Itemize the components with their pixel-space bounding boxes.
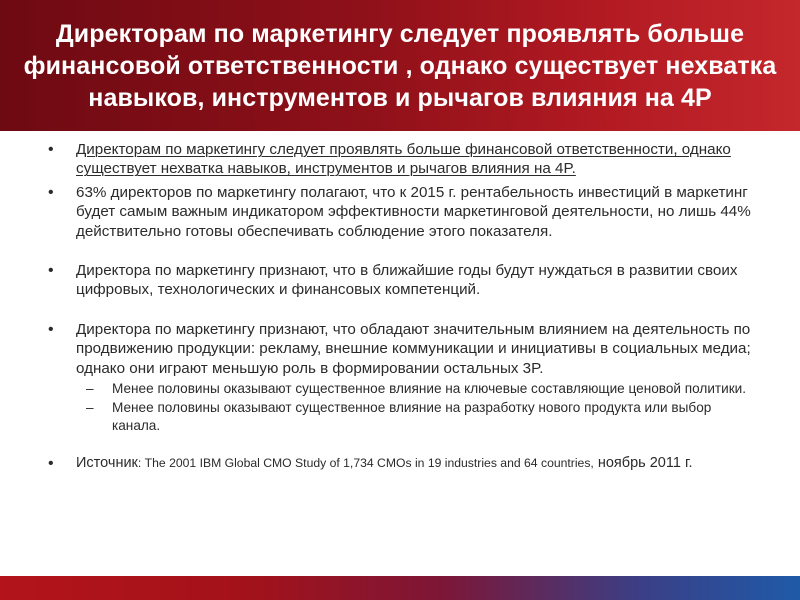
footer-bar	[0, 576, 800, 600]
sub-bullet-item	[46, 380, 762, 397]
sub-bullet-item	[46, 399, 762, 434]
bullet-text: Директора по маркетингу признают, что в ближайшие годы будут нуждаться в развитии своих цифровых, технологических и финансовых компетенций.	[76, 262, 738, 299]
sub-bullet-text: Менее половины оказывают существенное влияние на разработку нового продукта или выбор канала.	[112, 400, 712, 433]
source-label: Источник	[76, 455, 138, 472]
bullet-text: Директора по маркетингу признают, что обладают значительным влиянием на деятельность по продвижению продукции: рекламу, внешние коммуникации и инициативы в социальных медиа; однако они играют меньшую роль в формировании остальных 3P.	[76, 320, 751, 377]
slide-header	[0, 0, 800, 131]
bullet-item	[46, 183, 762, 241]
slide-title: Директорам по маркетингу следует проявлять больше финансовой ответственности , однако существует нехватка навыков, инструментов и рычагов влияния на 4P	[23, 19, 777, 112]
bullet-item	[46, 320, 762, 378]
bullet-text: 63% директоров по маркетингу полагают, что к 2015 г. рентабельность инвестиций в маркетинг будет самым важным индикатором эффективности маркетинговой деятельности, но лишь 44% действительно готовы обеспечивать соблюдение этого показателя.	[76, 183, 751, 240]
sub-bullet-text: Менее половины оказывают существенное влияние на ключевые составляющие ценовой политики.	[112, 381, 747, 397]
source-date: ноябрь 2011 г.	[593, 455, 693, 472]
source-note	[46, 454, 762, 473]
bullet-text: Директорам по маркетингу следует проявлять больше финансовой ответственности, однако существует нехватка навыков, инструментов и рычагов влияния на 4P.	[76, 141, 731, 178]
source-text: : The 2001 IBM Global CMO Study of 1,734 CMOs in 19 industries and 64 countries,	[137, 456, 594, 471]
slide-body	[46, 140, 762, 474]
bullet-item	[46, 140, 762, 179]
bullet-item	[46, 261, 762, 300]
